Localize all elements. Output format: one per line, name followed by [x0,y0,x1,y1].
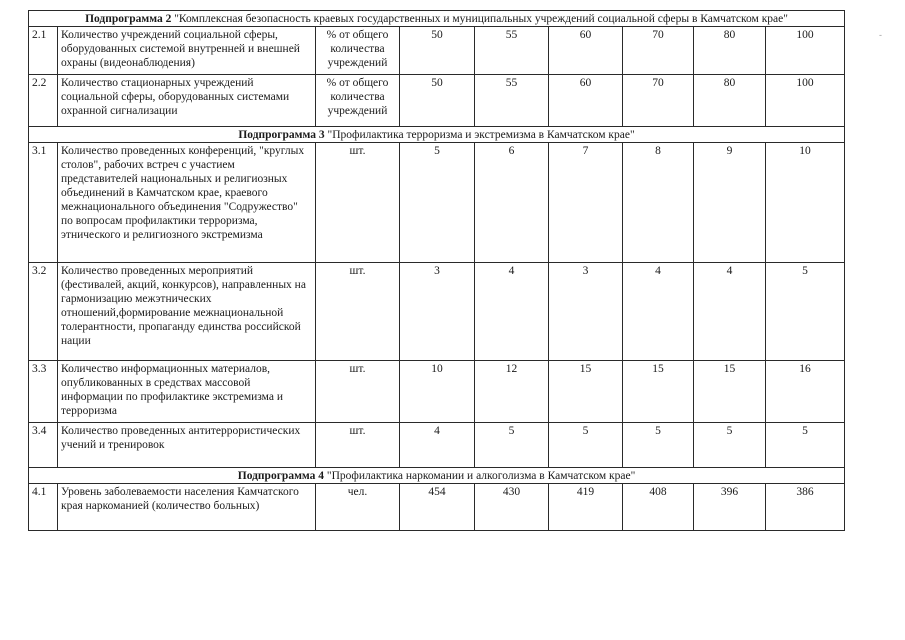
value-cell: 5 [623,423,694,468]
indicator-name: Количество проведенных конференций, "круглых столов", рабочих встреч с участием представителей национальных и религиозных объединений в Камчатском крае, краевого межнационального объединения "Содружество" по вопросам профилактики терроризма, этнического и религиозного экстремизма [58,143,316,263]
value-cell: 60 [549,75,623,127]
value-cell: 4 [400,423,475,468]
value-cell: 408 [623,484,694,531]
section-header-text: "Профилактика наркомании и алкоголизма в Камчатском крае" [324,470,636,482]
section-header [29,11,845,27]
value-cell: 50 [400,75,475,127]
table-row [29,75,845,127]
value-cell: 70 [623,27,694,75]
value-cell: 454 [400,484,475,531]
value-cell: 50 [400,27,475,75]
section-header [29,127,845,143]
row-number: 4.1 [29,484,58,531]
unit-cell: шт. [316,423,400,468]
section-header-row [29,468,845,484]
value-cell: 15 [623,361,694,423]
value-cell: 10 [400,361,475,423]
value-cell: 100 [766,27,845,75]
section-header-text: "Комплексная безопасность краевых государственных и муниципальных учреждений социальной сферы в Камчатском крае" [171,13,788,25]
row-number: 3.3 [29,361,58,423]
scan-edge-mark: - [879,30,882,40]
unit-cell: шт. [316,361,400,423]
indicator-name: Уровень заболеваемости населения Камчатского края наркоманией (количество больных) [58,484,316,531]
value-cell: 430 [475,484,549,531]
row-number: 2.1 [29,27,58,75]
indicator-name: Количество проведенных мероприятий (фестивалей, акций, конкурсов), направленных на гармонизацию межэтнических отношений,формирование межнациональной толерантности, пропаганду единства российской нации [58,263,316,361]
row-number: 2.2 [29,75,58,127]
table-row [29,263,845,361]
value-cell: 4 [623,263,694,361]
unit-cell: шт. [316,263,400,361]
value-cell: 60 [549,27,623,75]
value-cell: 8 [623,143,694,263]
value-cell: 4 [475,263,549,361]
value-cell: 5 [549,423,623,468]
indicator-name: Количество учреждений социальной сферы, оборудованных системой внутренней и внешней охраны (видеонаблюдения) [58,27,316,75]
value-cell: 100 [766,75,845,127]
value-cell: 3 [549,263,623,361]
indicator-name: Количество информационных материалов, опубликованных в средствах массовой информации по профилактике экстремизма и терроризма [58,361,316,423]
indicator-name: Количество проведенных антитеррористических учений и тренировок [58,423,316,468]
value-cell: 396 [694,484,766,531]
value-cell: 5 [766,423,845,468]
value-cell: 55 [475,75,549,127]
value-cell: 6 [475,143,549,263]
indicator-name: Количество стационарных учреждений социальной сферы, оборудованных системами охранной сигнализации [58,75,316,127]
table-row [29,143,845,263]
row-number: 3.1 [29,143,58,263]
value-cell: 9 [694,143,766,263]
section-header-bold: Подпрограмма 4 [237,470,325,482]
value-cell: 16 [766,361,845,423]
value-cell: 419 [549,484,623,531]
value-cell: 80 [694,27,766,75]
value-cell: 55 [475,27,549,75]
table-row [29,27,845,75]
value-cell: 4 [694,263,766,361]
table-row [29,484,845,531]
value-cell: 5 [766,263,845,361]
value-cell: 15 [549,361,623,423]
indicators-table [28,10,845,531]
value-cell: 386 [766,484,845,531]
value-cell: 80 [694,75,766,127]
value-cell: 15 [694,361,766,423]
section-header-row [29,127,845,143]
section-header-row [29,11,845,27]
row-number: 3.4 [29,423,58,468]
value-cell: 5 [400,143,475,263]
unit-cell: чел. [316,484,400,531]
section-header-bold: Подпрограмма 3 [238,129,325,141]
table-row [29,423,845,468]
value-cell: 10 [766,143,845,263]
value-cell: 5 [475,423,549,468]
section-header-text: "Профилактика терроризма и экстремизма в Камчатском крае" [324,129,635,141]
unit-cell: шт. [316,143,400,263]
unit-cell: % от общего количества учреждений [316,27,400,75]
value-cell: 5 [694,423,766,468]
section-header-bold: Подпрограмма 2 [85,13,172,25]
table-row [29,361,845,423]
unit-cell: % от общего количества учреждений [316,75,400,127]
value-cell: 7 [549,143,623,263]
value-cell: 70 [623,75,694,127]
value-cell: 3 [400,263,475,361]
value-cell: 12 [475,361,549,423]
section-header [29,468,845,484]
row-number: 3.2 [29,263,58,361]
